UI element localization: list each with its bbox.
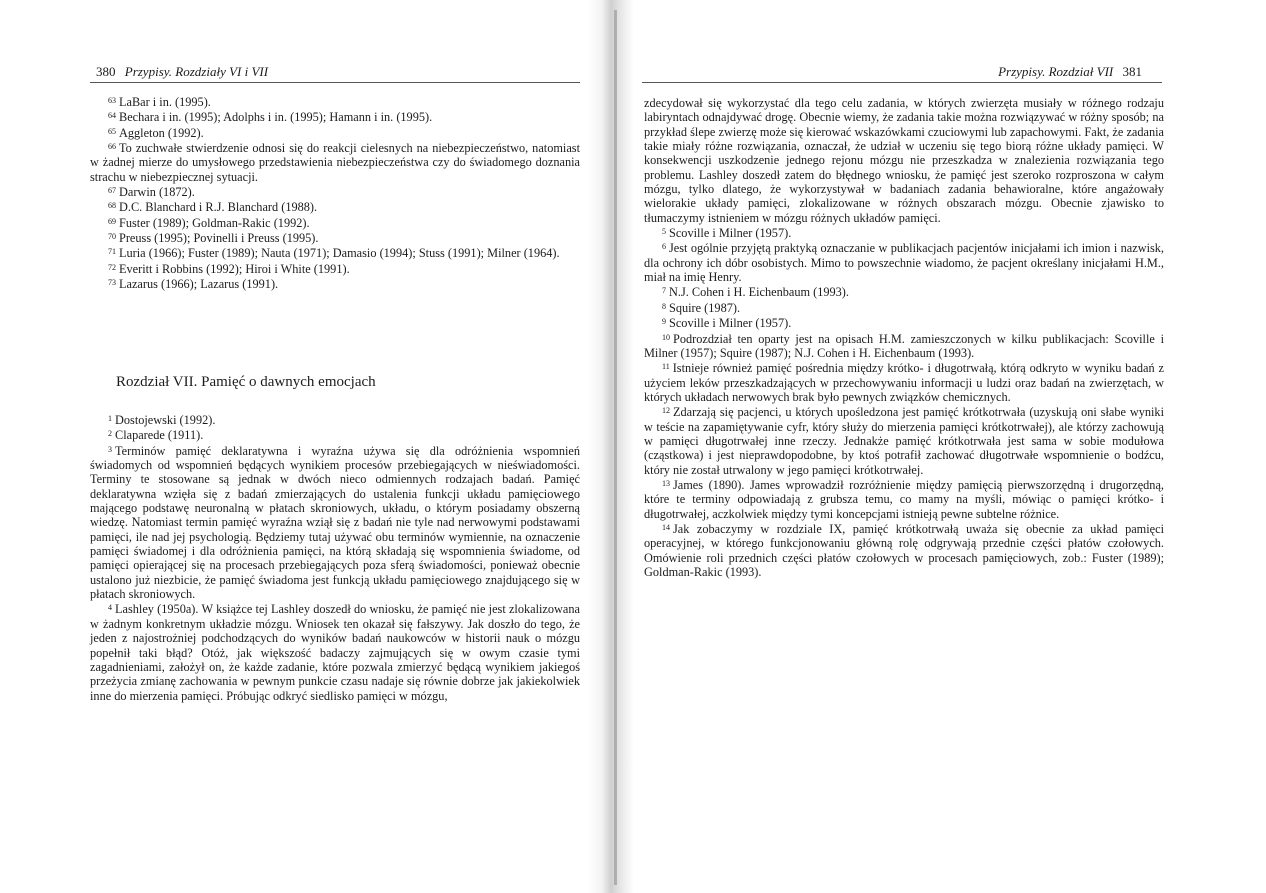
- footnote-number: 69: [108, 216, 116, 226]
- footnote-number: 65: [108, 126, 116, 136]
- footnote: [644, 225, 1164, 240]
- footnote: [644, 331, 1164, 361]
- note-continuation: zdecydował się wykorzystać dla tego celu zadania, w których zwierzęta musiały w różnego rodzaju labiryntach odnajdywać drogę. Obecnie wiemy, że zadania takie można rozwiązywać w różny sposób; na przykład ślepe zwierzę może się kierować wskazówkami czuciowymi lub zapachowymi. Fakt, że zadania takie miały różne rozwiązania, oznaczał, że udział w uczeniu się tego biorą różne układy pamięci. W konsekwencji uszkodzenie jednego rejonu mózgu nie przeszkadza w znalezienia rozwiązania tego problemu. Lashley doszedł zatem do błędnego wniosku, że pamięć jest szeroko rozproszona w całym mózgu, tylko dlatego, że wykorzystywał w badaniach zadania behawioralne, które angażowały wielorakie układy pamięci, zlokalizowane w różnych obszarach mózgu. Obecnie zjawisko to tłumaczymy istnieniem w mózgu różnych układów pamięci.: [644, 96, 1164, 225]
- footnote: [90, 601, 580, 702]
- footnote: [90, 109, 580, 124]
- footnote: [644, 360, 1164, 404]
- footnote: [644, 300, 1164, 315]
- right-running-title: Przypisy. Rozdział VII: [998, 64, 1114, 79]
- footnote: [90, 215, 580, 230]
- footnote-text: Preuss (1995); Povinelli i Preuss (1995).: [119, 231, 319, 246]
- right-page-header: [612, 64, 1148, 80]
- footnote-number: 12: [662, 406, 670, 416]
- left-running-title: Przypisy. Rozdziały VI i VII: [124, 64, 269, 79]
- left-header-rule: [90, 82, 580, 83]
- footnote-number: 1: [108, 414, 112, 423]
- footnote-number: 71: [108, 247, 116, 257]
- footnote-number: 7: [662, 286, 666, 296]
- right-header-rule: [642, 82, 1162, 83]
- footnote-number: 2: [108, 429, 112, 439]
- footnote-number: 8: [662, 301, 666, 311]
- footnote: [644, 404, 1164, 477]
- footnote: [90, 199, 580, 214]
- footnote-number: 72: [108, 262, 116, 272]
- footnote: [90, 94, 580, 109]
- footnote: [644, 477, 1164, 521]
- footnote-text: Luria (1966); Fuster (1989); Nauta (1971); Damasio (1994); Stuss (1991); Milner (1964).: [119, 246, 560, 261]
- footnote-text: Everitt i Robbins (1992); Hiroi i White (1991).: [119, 261, 350, 276]
- footnote-number: 14: [662, 522, 670, 532]
- footnote: [90, 427, 580, 442]
- footnote: [90, 230, 580, 245]
- footnote-text: Lashley (1950a). W książce tej Lashley doszedł do wniosku, że pamięć nie jest zlokalizowana w żadnym konkretnym układzie mózgu. Wniosek ten okazał się fałszywy. Jak doszło do tego, że jeden z najostrożniej podchodzących do wyników badań naukowców w historii nauk o mózgu popełnił taki błąd? Otóż, jak większość badaczy zajmujących się w owym czasie tymi zagadnieniami, założył on, że każde zadanie, które pozwala zmierzyć będącą wynikiem jakiegoś przeżycia zmianę zachowania w pewnym punkcie czasu nadaje się równie dobrze jak jakiekolwiek inne do mierzenia pamięci. Próbując odkryć siedlisko pamięci w mózgu,: [90, 602, 580, 703]
- footnote-number: 10: [662, 332, 670, 342]
- footnote-text: Zdarzają się pacjenci, u których upośledzona jest pamięć krótkotrwała (uzyskują oni słabe wyniki w teście na zapamiętywanie cyfr, który służy do mierzenia pamięci krótkotrwałej), ale którzy zachowują w pamięci długotrwałej inne rzeczy. Jednakże pamięć krótkotrwała jest sama w sobie modułowa (cząstkowa) i jest nieprawdopodobne, by ktoś potrafił zachować długotrwałe wspomnienie o bodźcu, który nie został utrwalony w jego pamięci krótkotrwałej.: [644, 405, 1164, 477]
- left-page-number: 380: [96, 64, 116, 79]
- footnote-text: Jak zobaczymy w rozdziale IX, pamięć krótkotrwałą uważa się obecnie za układ pamięci operacyjnej, w którego funkcjonowaniu główną rolę odgrywają przednie części płatów czołowych. Omówienie roli przednich części płatów czołowych w procesach pamięciowych, zob.: Fuster (1989); Goldman-Rakic (1993).: [644, 521, 1164, 579]
- footnote: [90, 184, 580, 199]
- footnote-text: N.J. Cohen i H. Eichenbaum (1993).: [669, 285, 849, 300]
- notes-continued: [644, 96, 1164, 579]
- footnote: [90, 140, 580, 184]
- footnote: [644, 240, 1164, 284]
- footnote-text: Squire (1987).: [669, 300, 741, 315]
- right-page-number: 381: [1122, 64, 1142, 79]
- footnote-text: Istnieje również pamięć pośrednia między krótko- i długotrwałą, którą odkryto w wyniku badań z użyciem leków przeszkadzających w przechowywaniu informacji u ludzi oraz badań na zwierzętach, w których układach nerwowych brak było pewnych związków chemicznych.: [644, 361, 1164, 404]
- footnote-number: 9: [662, 317, 666, 327]
- left-page-header: [90, 64, 580, 80]
- notes-chapter-vi: [90, 94, 580, 291]
- right-page: [612, 0, 1266, 893]
- footnote-text: D.C. Blanchard i R.J. Blanchard (1988).: [119, 200, 318, 215]
- footnote-text: Jest ogólnie przyjętą praktyką oznaczanie w publikacjach pacjentów inicjałami ich imion i nazwisk, dla ochrony ich dóbr osobistych. Mimo to powszechnie wiadomo, że pacjent określany inicjałami H.M., miał na imię Henry.: [644, 241, 1164, 285]
- footnote-text: Terminów pamięć deklaratywna i wyraźna używa się dla odróżnienia wspomnień świadomych od wspomnień będących wynikiem procesów przebiegających w nieświadomości. Terminy te stosowane są jednak w dwóch nieco odmiennych rodzajach badań. Pamięć deklaratywna wzięła się z badań zmierzających do ustalenia funkcji układu pamięciowego mającego podstawę neuronalną w płatach skroniowych, układu, o którym posiadamy obszerną wiedzę. Natomiast termin pamięć wyraźna wziął się z badań nie tyle nad nerwowymi podstawami pamięci, ile nad jej psychologią. Będziemy tutaj używać obu terminów wymiennie, na oznaczenie pamięci świadomej i dla odróżnienia pamięci, na którą składają się wspomnienia świadome, od pamięci opierającej się na procesach przebiegających poza sferą świadomości, ponieważ obecnie ustalono już niezbicie, że pamięć świadoma jest funkcją układu pamięciowego znajdującego się w płatach skroniowych.: [90, 443, 580, 602]
- footnote: [644, 521, 1164, 579]
- footnote-number: 13: [662, 478, 670, 488]
- footnote-text: Bechara i in. (1995); Adolphs i in. (1995); Hamann i in. (1995).: [119, 110, 433, 125]
- footnote-number: 6: [662, 242, 666, 252]
- footnote-text: Darwin (1872).: [119, 185, 195, 200]
- footnote-number: 73: [108, 278, 116, 288]
- notes-chapter-vii: [90, 412, 580, 703]
- footnote-number: 11: [662, 362, 670, 372]
- section-title: Rozdział VII. Pamięć o dawnych emocjach: [116, 374, 376, 390]
- footnote-text: Dostojewski (1992).: [115, 413, 216, 427]
- footnote-number: 4: [108, 603, 112, 613]
- footnote: [644, 315, 1164, 330]
- footnote: [90, 412, 580, 427]
- footnote-number: 68: [108, 201, 116, 211]
- footnote-number: 70: [108, 232, 116, 242]
- footnote-number: 64: [108, 111, 116, 121]
- footnote-number: 3: [108, 444, 112, 454]
- footnote: [644, 284, 1164, 299]
- footnote: [90, 125, 580, 140]
- footnote-number: 63: [108, 96, 116, 105]
- left-page: [0, 0, 612, 893]
- footnote-text: Aggleton (1992).: [119, 125, 204, 140]
- footnote-text: Podrozdział ten oparty jest na opisach H.M. zamieszczonych w kilku publikacjach: Scoville i Milner (1957); Squire (1987); N.J. Cohen i H. Eichenbaum (1993).: [644, 331, 1164, 360]
- footnote-text: LaBar i in. (1995).: [119, 95, 211, 109]
- footnote-text: To zuchwałe stwierdzenie odnosi się do reakcji cielesnych na niebezpieczeństwo, natomiast w żadnej mierze do umysłowego przedstawienia niebezpieczeństwa czy do świadomego doznania strachu w niebezpiecznej sytuacji.: [90, 141, 580, 184]
- footnote-text: Lazarus (1966); Lazarus (1991).: [119, 277, 279, 292]
- footnote-text: Fuster (1989); Goldman-Rakic (1992).: [119, 215, 310, 230]
- footnote-number: 66: [108, 142, 116, 152]
- footnote-number: 5: [662, 227, 666, 237]
- footnote-text: James (1890). James wprowadził rozróżnienie między pamięcią pierwszorzędną i drugorzędną, które te terminy odpowiadają z grubsza temu, co mamy na myśli, mówiąc o pamięci krótko- i długotrwałej, aczkolwiek między tymi koncepcjami istnieją pewne subtelne różnice.: [644, 477, 1164, 521]
- footnote: [90, 276, 580, 291]
- footnote: [90, 443, 580, 602]
- footnote-number: 67: [108, 186, 116, 196]
- footnote-text: Scoville i Milner (1957).: [669, 226, 792, 241]
- footnote: [90, 245, 580, 260]
- footnote: [90, 261, 580, 276]
- footnote-text: Scoville i Milner (1957).: [669, 316, 792, 331]
- footnote-text: Claparede (1911).: [115, 428, 204, 443]
